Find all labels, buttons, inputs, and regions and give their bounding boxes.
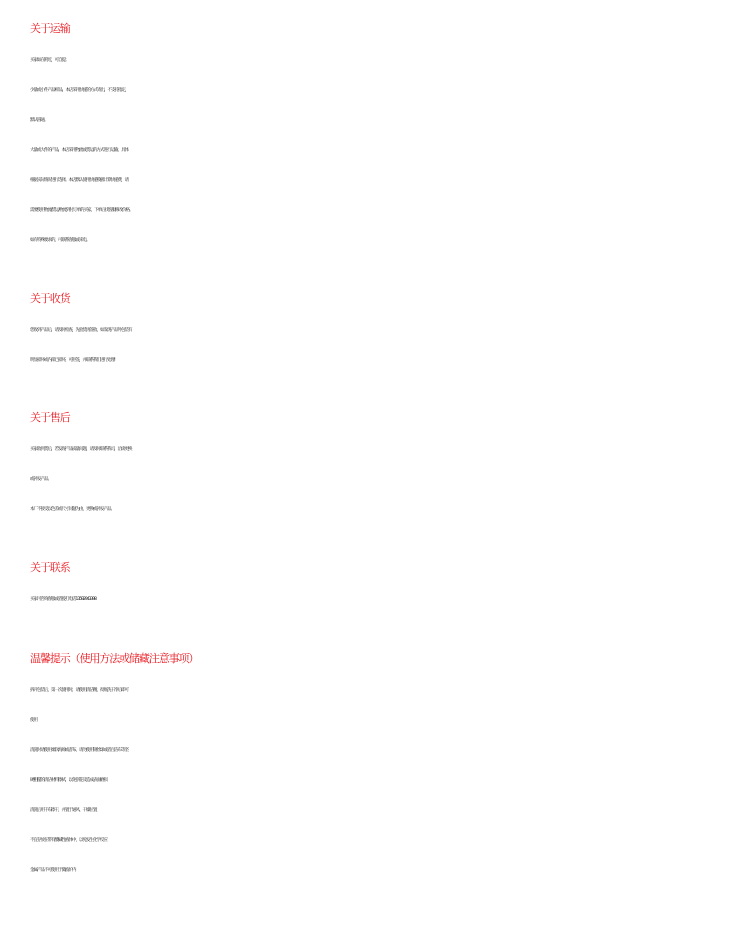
text-line: 本厂不接受以色差或尺寸问题为由，更换或补发产品。 (30, 507, 114, 512)
text-line: 根据实际情况进行选择。本店默认使用快递模板计算快递费，请 (30, 178, 128, 183)
text-line: 买家如在附近，可自提； (30, 58, 69, 63)
section-title: 温馨提示（使用方法或储藏注意事项） (30, 652, 199, 665)
text-line: 硬粗糙的清洁材料擦拭，以免刮花及造成表面磨损 (30, 778, 107, 783)
section-contact (30, 551, 750, 615)
section-after-sales (30, 401, 750, 525)
contact-phone-line: 买家可咨询客服或者拨打电话13592943398 (30, 597, 96, 602)
section-title: 关于售后 (30, 411, 70, 424)
text-line: 拆开包装后，第一次使用时，请使用清洁精，彻底洗干净后即可 (30, 688, 128, 693)
text-line: 如有特殊要求的，可联系客服或来电。 (30, 238, 90, 243)
text-line: 默认圆通。 (30, 118, 48, 123)
text-line: 明显损坏或内部已损坏，可拒签，并联系我们进行处理! (30, 358, 115, 363)
text-line: 金属产品不可使用于微波炉内 (30, 868, 76, 873)
text-line: 买家收到货后，若发现产品质量问题，请及时联系我司，洽谈更换 (30, 447, 132, 452)
text-line: 或补发产品。 (30, 477, 51, 482)
text-line: 不宜存放在带有酸碱性液体中，以免发生化学反应 (30, 838, 107, 843)
section-receiving (30, 282, 750, 376)
section-title: 关于运输 (30, 22, 70, 35)
section-title: 关于收货 (30, 292, 70, 305)
text-line: 需要使用物流/货运/物流到付订单的买家，下单后找客服修改价格。 (30, 208, 133, 213)
section-title: 关于联系 (30, 561, 70, 574)
text-line: 清洗后用干布擦干，并置于通风、干燥位置 (30, 808, 97, 813)
text-line: 清洗时请使用柔软海绵或者布，请勿使用钢丝球或者百洁布等坚 (30, 748, 128, 753)
text-line: 您收到产品后，请及时检查，先验货再签收，如发现产品外包装有 (30, 328, 132, 333)
text-line: 大量或大件的产品，本店采用物流或货运的方式进行运输，具体 (30, 148, 128, 153)
text-line: 少量或小件产品/样品，本店采用快递的方式寄出，不支持指定， (30, 88, 129, 93)
text-line: 使用 (30, 718, 37, 723)
section-tips (30, 642, 750, 886)
section-shipping (30, 12, 750, 256)
